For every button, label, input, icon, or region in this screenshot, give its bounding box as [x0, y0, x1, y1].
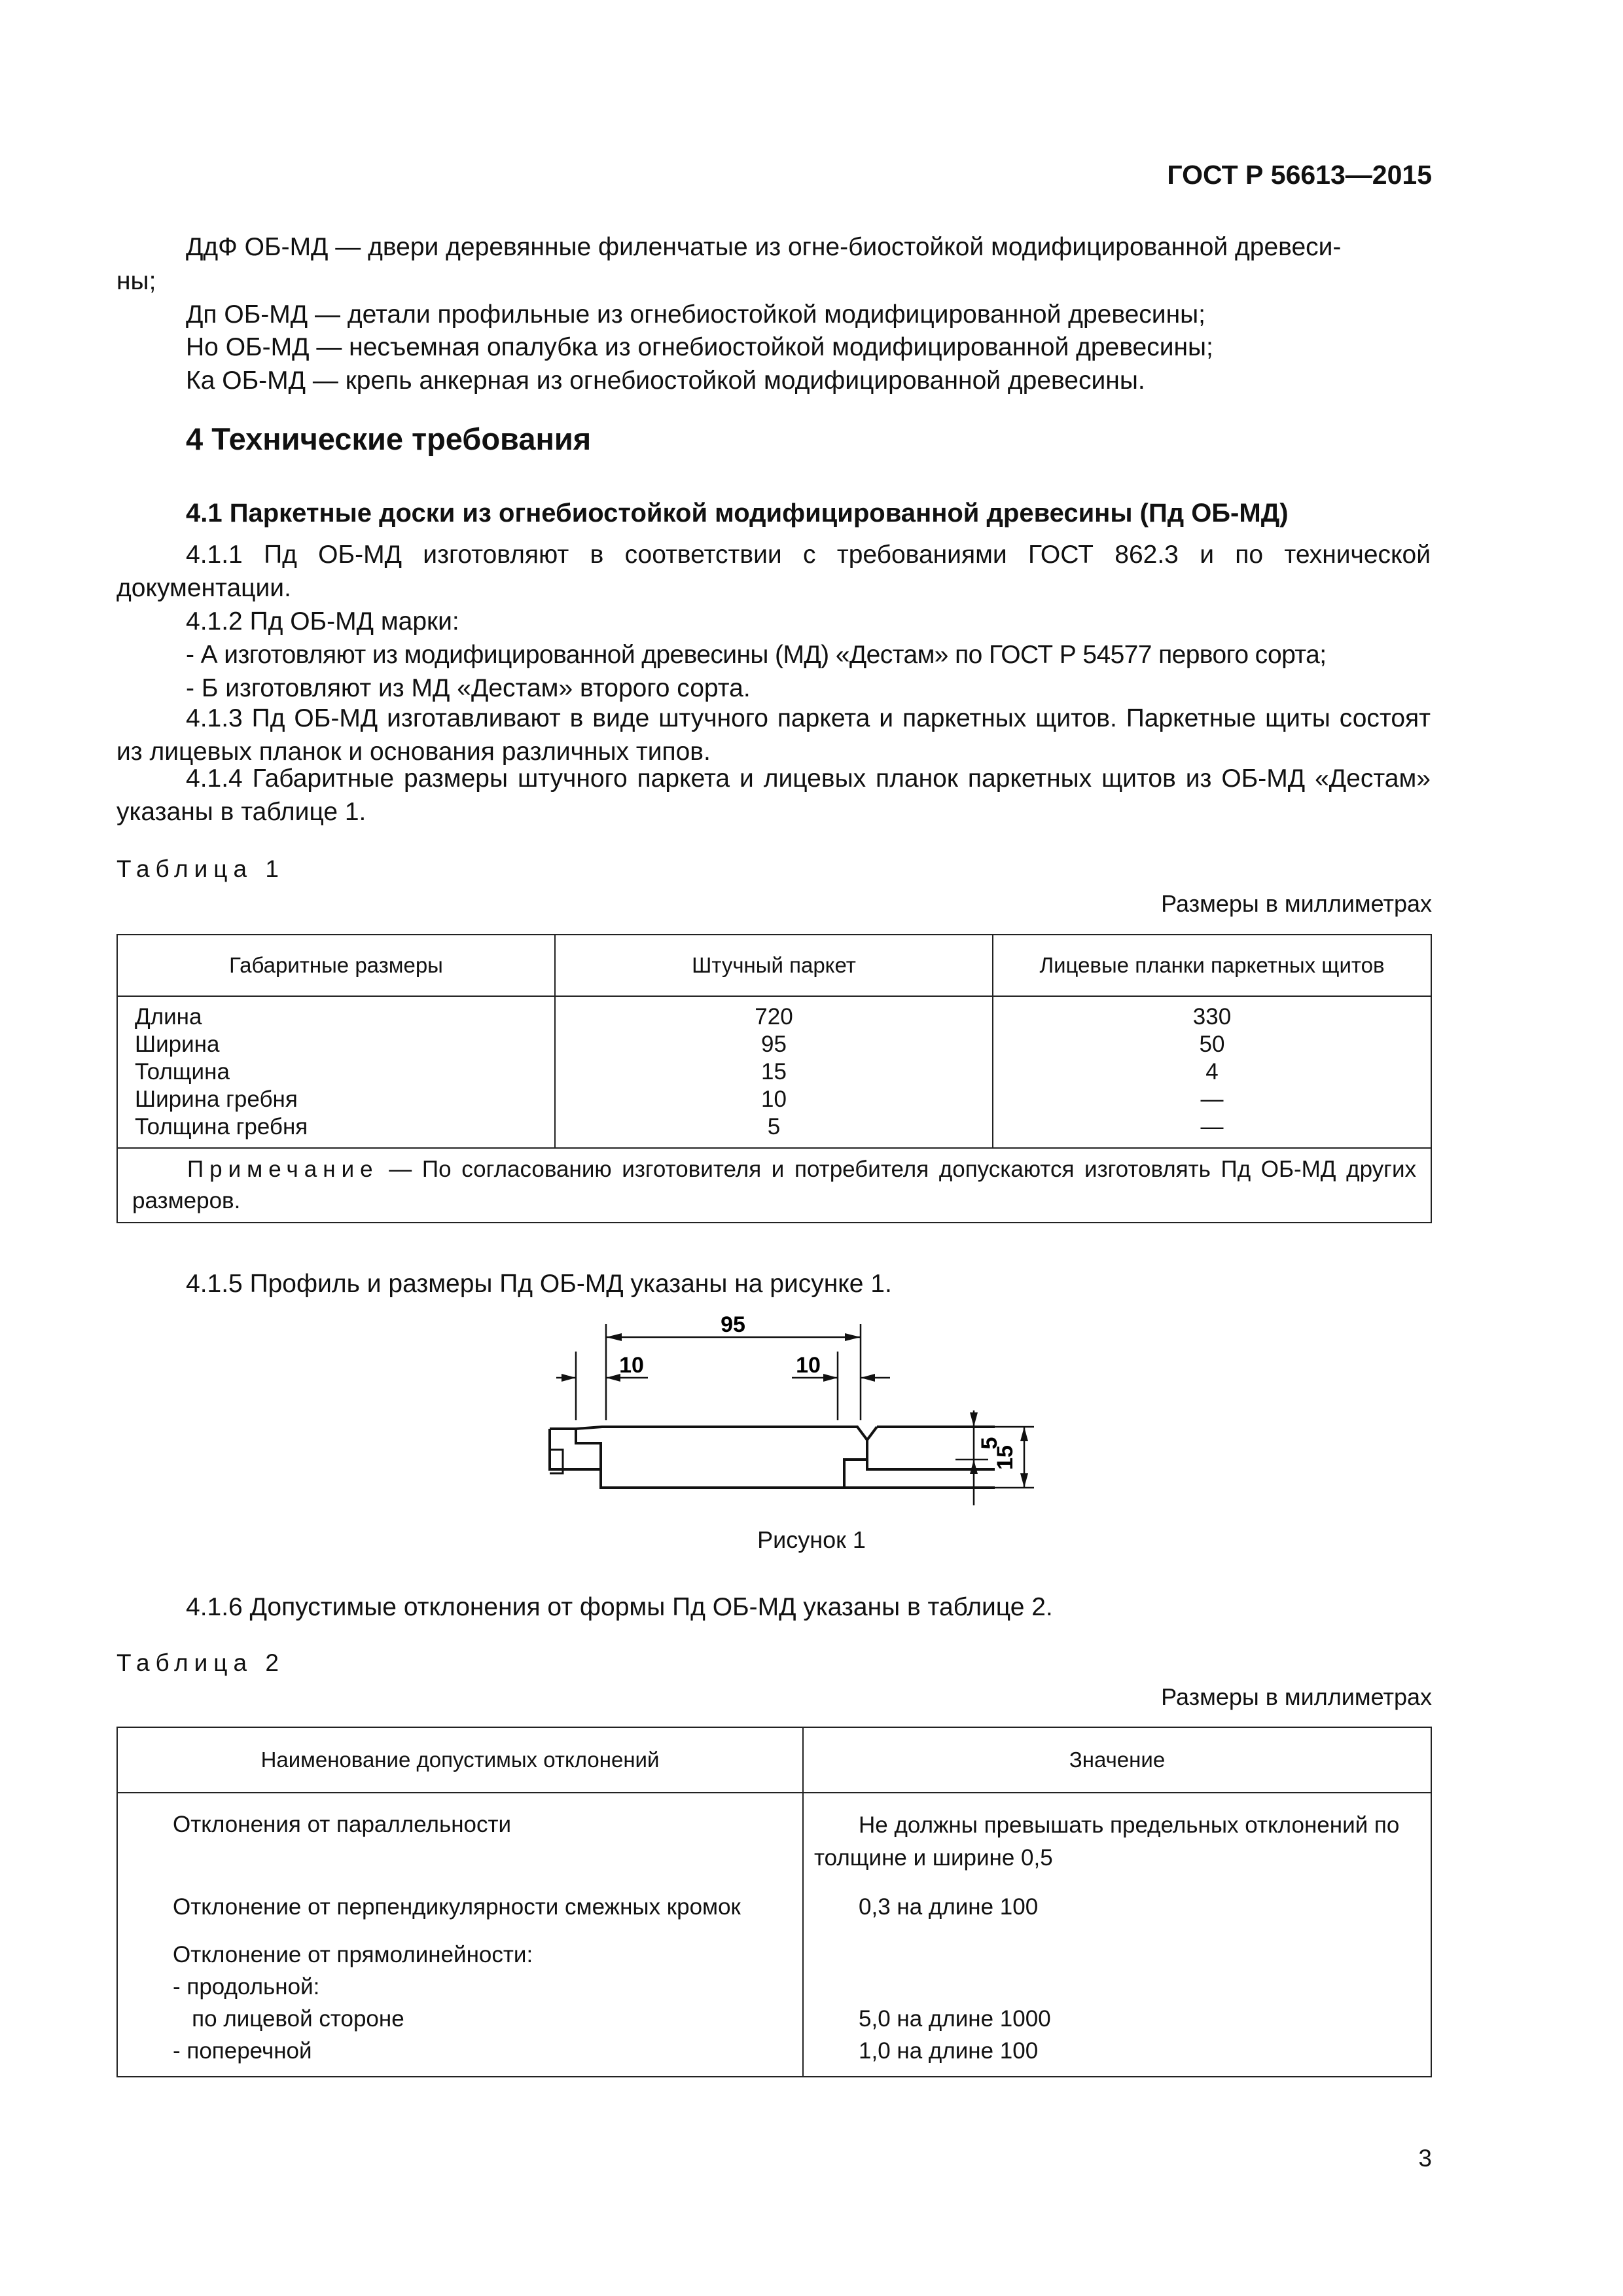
table-2-row-3-name: Отклонение от прямолинейности: - продольной: по лицевой стороне - поперечной	[117, 1929, 803, 2077]
paragraph-4-1-3: 4.1.3 Пд ОБ-МД изготавливают в виде штучного паркета и паркетных щитов. Паркетные щиты состоят из лицевых планок и основания различных типов.	[116, 704, 1431, 766]
table-1-note	[117, 1148, 1431, 1223]
figure-1-right-ridge-label: 10	[796, 1353, 821, 1378]
table-2-row-3-value: 5,0 на длине 1000 1,0 на длине 100	[803, 1929, 1431, 2077]
table-1-note-row	[117, 1148, 1431, 1223]
table-1	[116, 934, 1432, 1223]
figure-1-dimension-lines	[556, 1324, 1034, 1505]
table-1-header-cell: Габаритные размеры	[117, 935, 555, 996]
table-2-caption: Таблица 2	[116, 1649, 285, 1676]
intro-line-2: Дп ОБ-МД — детали профильные из огнебиостойкой модифицированной древесины;	[186, 300, 1205, 329]
figure-1-board-outline	[550, 1427, 995, 1488]
table-2-header-row	[117, 1727, 1431, 1793]
intro-line-1	[116, 230, 1431, 264]
table-1-header-row	[117, 935, 1431, 996]
table-1-note-text: — По согласованию изготовителя и потребителя допускаются изготовлять Пд ОБ-МД других размеров.	[132, 1157, 1416, 1213]
paragraph-4-1-2-a: - А изготовляют из модифицированной древесины (МД) «Дестам» по ГОСТ Р 54577 первого сорта;	[186, 641, 1327, 669]
table-1-plank-values: 330 50 4 — —	[993, 996, 1431, 1148]
table-1-caption: Таблица 1	[116, 855, 285, 882]
figure-1-caption: Рисунок 1	[757, 1526, 866, 1553]
table-2-row-2-value: 0,3 на длине 100	[803, 1881, 1431, 1929]
table-1-note-label: Примечание	[187, 1157, 379, 1182]
intro-line-3: Но ОБ-МД — несъемная опалубка из огнебиостойкой модифицированной древесины;	[186, 333, 1213, 361]
paragraph-4-1-2: 4.1.2 Пд ОБ-МД марки:	[186, 607, 459, 636]
intro-line-1-cont: ны;	[116, 267, 156, 295]
page-number: 3	[1418, 2145, 1432, 2172]
table-2	[116, 1727, 1432, 2077]
table-1-body-row	[117, 996, 1431, 1148]
figure-1-width-label: 95	[721, 1312, 745, 1337]
figure-1-profile-drawing	[537, 1312, 1047, 1515]
table-1-header-cell: Штучный паркет	[555, 935, 993, 996]
paragraph-4-1-2-b: - Б изготовляют из МД «Дестам» второго сорта.	[186, 674, 751, 702]
table-2-header-cell: Значение	[803, 1727, 1431, 1793]
table-2-row-1-name: Отклонения от параллельности	[117, 1793, 803, 1881]
paragraph-4-1-6: 4.1.6 Допустимые отклонения от формы Пд ОБ-МД указаны в таблице 2.	[186, 1593, 1053, 1621]
table-2-row	[117, 1881, 1431, 1929]
paragraph-4-1-1: 4.1.1 Пд ОБ-МД изготовляют в соответствии с требованиями ГОСТ 862.3 и по технической документации.	[116, 541, 1431, 602]
table-2-row-2-name: Отклонение от перпендикулярности смежных кромок	[117, 1881, 803, 1929]
table-1-dimension-names: Длина Ширина Толщина Ширина гребня Толщина гребня	[117, 996, 555, 1148]
paragraph-4-1-4: 4.1.4 Габаритные размеры штучного паркета и лицевых планок паркетных щитов из ОБ-МД «Дестам» указаны в таблице 1.	[116, 764, 1431, 826]
intro-line-4: Ка ОБ-МД — крепь анкерная из огнебиостойкой модифицированной древесины.	[186, 367, 1145, 395]
table-2-row	[117, 1929, 1431, 2077]
table-1-units: Размеры в миллиметрах	[1161, 890, 1432, 917]
intro-line-1-text: ДдФ ОБ-МД — двери деревянные филенчатые из огне-биостойкой модифицированной древеси-	[186, 233, 1342, 261]
table-1-header-cell: Лицевые планки паркетных щитов	[993, 935, 1431, 996]
document-id: ГОСТ Р 56613—2015	[1167, 160, 1432, 190]
paragraph-4-1-5: 4.1.5 Профиль и размеры Пд ОБ-МД указаны на рисунке 1.	[186, 1270, 892, 1298]
section-4-heading: 4 Технические требования	[186, 422, 592, 456]
section-4-1-heading: 4.1 Паркетные доски из огнебиостойкой модифицированной древесины (Пд ОБ-МД)	[186, 499, 1289, 528]
figure-1-thickness-label: 15	[993, 1445, 1018, 1470]
table-1-parquet-values: 720 95 15 10 5	[555, 996, 993, 1148]
table-2-row	[117, 1793, 1431, 1881]
table-2-header-cell: Наименование допустимых отклонений	[117, 1727, 803, 1793]
figure-1-tongue-label: 5	[977, 1437, 1002, 1450]
table-2-units: Размеры в миллиметрах	[1161, 1683, 1432, 1710]
table-2-row-1-value: Не должны превышать предельных отклонений по толщине и ширине 0,5	[803, 1793, 1431, 1881]
figure-1-left-ridge-label: 10	[619, 1353, 644, 1378]
